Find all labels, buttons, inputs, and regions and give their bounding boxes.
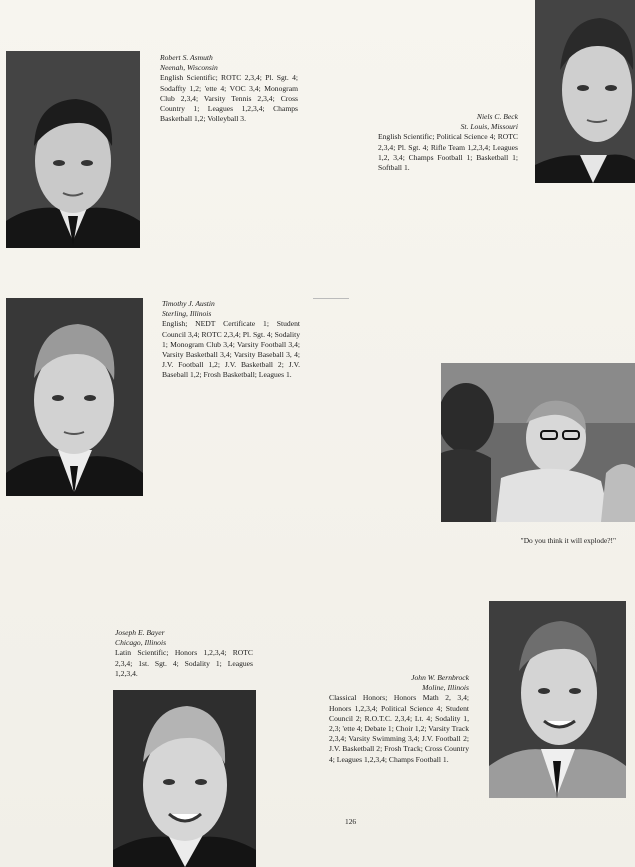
portrait-austin [6, 298, 143, 496]
student-hometown: St. Louis, Missouri [460, 122, 518, 132]
entry-austin [162, 299, 300, 381]
student-activities: English Scientific; ROTC 2,3,4; Pl. Sgt. 4; Sodaffty 1,2; 'ette 4; VOC 3,4; Monogram Club 2,3,4; Varsity Tennis 2,3,4; Cross Country 1; Leagues 1,2,3,4; Champs Basketball 1,2; Volleyball 3. [160, 73, 298, 124]
student-activities: Latin Scientific; Honors 1,2,3,4; ROTC 2,3,4; 1st. Sgt. 4; Sodality 1; Leagues 1,2,3,4. [115, 648, 253, 678]
student-name: John W. Bernbrock [411, 673, 469, 682]
student-hometown: Sterling, Illinois [162, 309, 212, 319]
photo-caption: "Do you think it will explode?!" [520, 536, 616, 545]
entry-asmuth [160, 53, 298, 124]
page-number: 126 [345, 817, 357, 826]
student-hometown: Moline, Illinois [422, 683, 469, 693]
entry-bayer [115, 628, 253, 679]
entry-beck [378, 112, 518, 173]
portrait-asmuth [6, 51, 140, 248]
entry-bernbrock [329, 673, 469, 765]
student-activities: Classical Honors; Honors Math 2, 3,4; Honors 1,2,3,4; Political Science 4; Student Council 2; R.O.T.C. 2,3,4; Lt. 4; Sodality 1, 2,3; 'ette 4; Debate 1; Choir 1,2; Varsity Track 2,3,4; Varsity Swimming 3,4; J.V. Football 2; J.V. Basketball 2; Frosh Track; Cross Country 4; Leagues 1,2,3,4; Champs Football 1. [329, 693, 470, 764]
divider-mark [313, 298, 349, 299]
student-name: Timothy J. Austin [162, 299, 215, 308]
candid-photo [441, 363, 635, 522]
student-hometown: Neenah, Wisconsin [160, 63, 218, 73]
student-activities: English Scientific; Political Science 4; ROTC 2,3,4; Pl. Sgt. 4; Rifle Team 1,2,3,4; Leagues 1,2, 3,4; Champs Football 1; Basketball 1; Softball 1. [378, 132, 518, 173]
student-name: Joseph E. Bayer [115, 628, 165, 637]
student-hometown: Chicago, Illinois [115, 638, 167, 648]
student-name: Niels C. Beck [476, 112, 518, 121]
portrait-bernbrock [489, 601, 626, 798]
portrait-beck [535, 0, 635, 183]
student-activities: English; NEDT Certificate 1; Student Council 3,4; ROTC 2,3,4; Pl. Sgt. 4; Sodality 1; Monogram Club 3,4; Varsity Football 3,4; Varsity Basketball 3,4; Varsity Baseball 3, 4; J.V. Football 1,2; J.V. Basketball 2; J.V. Baseball 1,2; Frosh Basketball; Leagues 1. [162, 319, 300, 380]
portrait-bayer [113, 690, 256, 867]
student-name: Robert S. Asmuth [160, 53, 213, 62]
